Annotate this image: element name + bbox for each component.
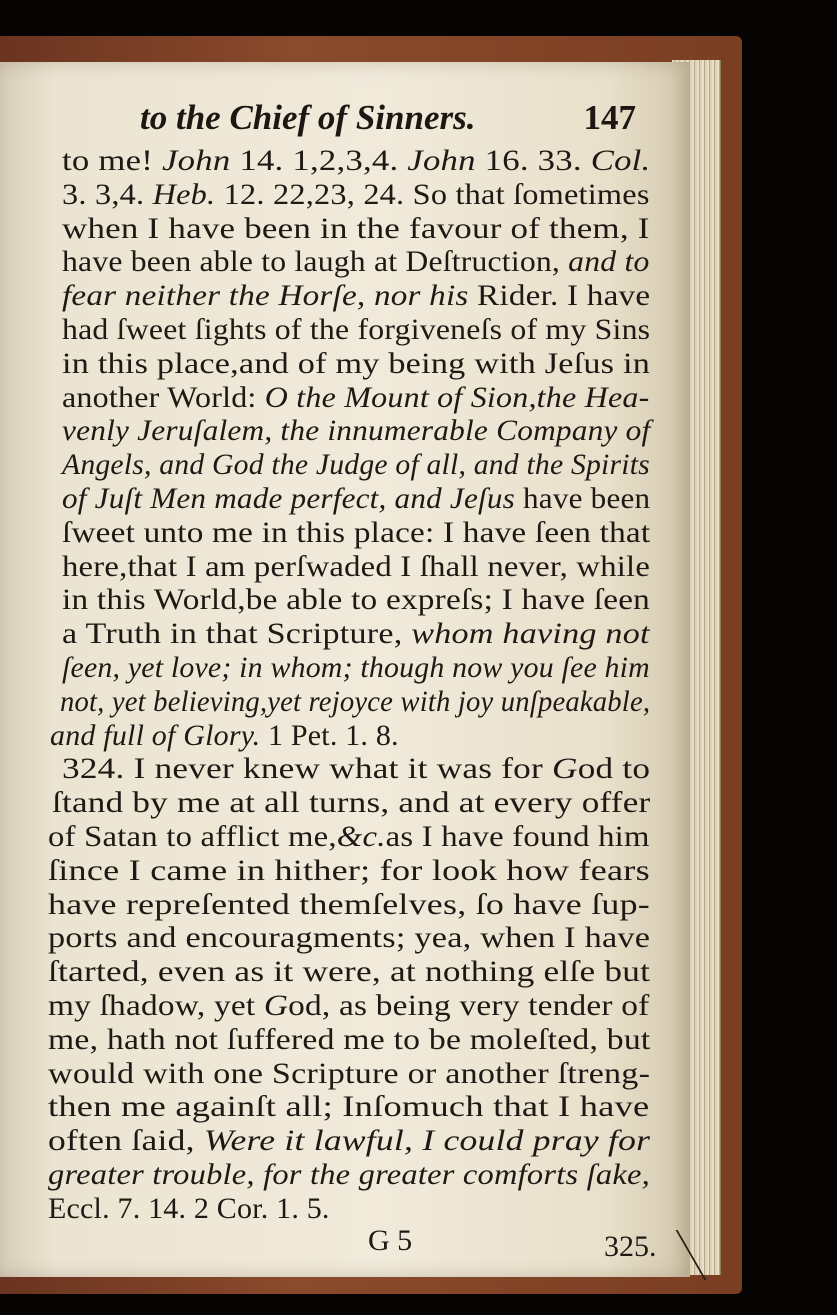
roman-run: ſtarted, even as it were, at nothing elſe but (48, 955, 651, 989)
roman-run: a Truth in that Scripture, (62, 617, 412, 651)
text-line (48, 921, 650, 955)
text-line (48, 1158, 650, 1192)
italic-run: venly Jeruſalem, the innumerable Company of (62, 414, 651, 448)
roman-run: od, as being very tender of (288, 989, 650, 1022)
body-text (0, 144, 690, 1224)
text-line (62, 752, 650, 786)
text-line (48, 820, 650, 854)
page-header (140, 98, 636, 144)
roman-run: ſtand by me at all turns, and at every offer (52, 786, 651, 820)
roman-run: ſince I came in hither; for look how fears (48, 853, 650, 887)
roman-run: 3. 3,4. (62, 177, 153, 211)
catchword: 325. (604, 1230, 657, 1263)
roman-run: ſweet unto me in this place: I have ſeen that (62, 515, 651, 549)
italic-run: Col. (590, 144, 651, 177)
italic-run: G (552, 752, 578, 786)
italic-run: and to (568, 245, 650, 279)
roman-run: in this place,and of my being with Jeſus in (62, 346, 651, 380)
text-line (62, 245, 650, 279)
roman-run: when I have been in the favour of them, I (62, 211, 650, 245)
roman-run: me, hath not ſuffered me to be moleſted, but (48, 1022, 651, 1056)
text-line (62, 381, 650, 415)
italic-run: Angels, and God the Judge of all, and the Spirits (62, 448, 650, 482)
text-line (48, 955, 650, 989)
italic-run: fear neither the Horſe, nor his (62, 279, 469, 313)
text-line (48, 1057, 650, 1091)
roman-run: here,that I am perſwaded I ſhall never, while (62, 549, 651, 583)
roman-run: Eccl. 7. 14. 2 Cor. 1. 5. (48, 1191, 330, 1225)
text-line (62, 313, 650, 347)
text-line (62, 414, 650, 448)
italic-run: Were it lawful, I could pray for (203, 1124, 651, 1158)
italic-run: and full of Glory. (50, 718, 261, 752)
italic-run: O the Mount of Sion,the Hea- (264, 380, 650, 414)
roman-run: in this World,be able to expreſs; I have ſeen (62, 583, 651, 617)
italic-run: Heb. (152, 177, 216, 211)
text-line (50, 719, 399, 753)
roman-run: my ſhadow, yet (48, 989, 264, 1022)
roman-run: have been able to laugh at Deſtruction, (62, 245, 569, 279)
roman-run: had ſweet ſights of the forgiveneſs of my Sins (62, 313, 651, 346)
text-line (62, 583, 650, 617)
roman-run: 12. 22,23, 24. So that ſometimes (215, 177, 650, 211)
roman-run: often ſaid, (48, 1124, 204, 1158)
text-line (62, 178, 650, 212)
text-line (48, 1192, 330, 1226)
roman-run: have been (514, 482, 651, 515)
italic-run: of Juſt Men made perfect, and Jeſus (62, 482, 515, 515)
roman-run: ports and encouragments; yea, when I have (48, 921, 651, 955)
text-line (48, 1023, 650, 1057)
text-line (62, 212, 650, 246)
roman-run: then me againſt all; Inſomuch that I have (48, 1090, 650, 1124)
roman-run: od to (577, 752, 651, 786)
text-line (62, 448, 650, 482)
roman-run: to me! (62, 144, 162, 177)
text-line (62, 516, 650, 550)
text-line (62, 144, 650, 178)
text-line (48, 854, 650, 888)
text-line (62, 279, 650, 313)
roman-run: as I have found him (385, 820, 650, 853)
roman-run: 16. 33. (475, 144, 591, 177)
italic-run: whom having not (411, 617, 650, 651)
roman-run: would with one Scripture or another ſtreng- (48, 1056, 651, 1090)
page-number: 147 (583, 98, 636, 137)
italic-run: &c. (336, 820, 386, 853)
roman-run: Rider. I have (468, 279, 651, 313)
roman-run: of Satan to afflict me, (48, 820, 337, 853)
running-head: to the Chief of Sinners. (140, 98, 476, 137)
italic-run: ſeen, yet love; in whom; though now you ſee him (62, 651, 650, 684)
text-line (62, 550, 650, 584)
roman-run: have repreſented themſelves, ſo have ſup- (48, 887, 650, 921)
roman-run: 1 Pet. 1. 8. (260, 718, 399, 752)
text-line (60, 685, 650, 719)
italic-run: John (161, 144, 231, 177)
roman-run: 14. 1,2,3,4. (230, 144, 408, 177)
text-line (62, 482, 650, 516)
text-line (52, 786, 650, 820)
text-line (48, 989, 649, 1023)
text-line (62, 347, 650, 381)
text-line (48, 1090, 649, 1124)
roman-run: 324. I never knew what it was for (62, 752, 553, 786)
signature-mark: G 5 (368, 1224, 413, 1257)
italic-run: greater trouble, for the greater comforts ſake, (48, 1158, 650, 1191)
italic-run: John (407, 144, 476, 177)
text-line (62, 651, 650, 685)
roman-run: another World: (62, 380, 265, 414)
italic-run: not, yet believing,yet rejoyce with joy unſpeakable, (60, 684, 651, 718)
page-footer (0, 1222, 690, 1272)
italic-run: G (263, 989, 289, 1022)
text-line (62, 617, 650, 651)
text-line (48, 888, 650, 922)
text-line (48, 1124, 650, 1158)
